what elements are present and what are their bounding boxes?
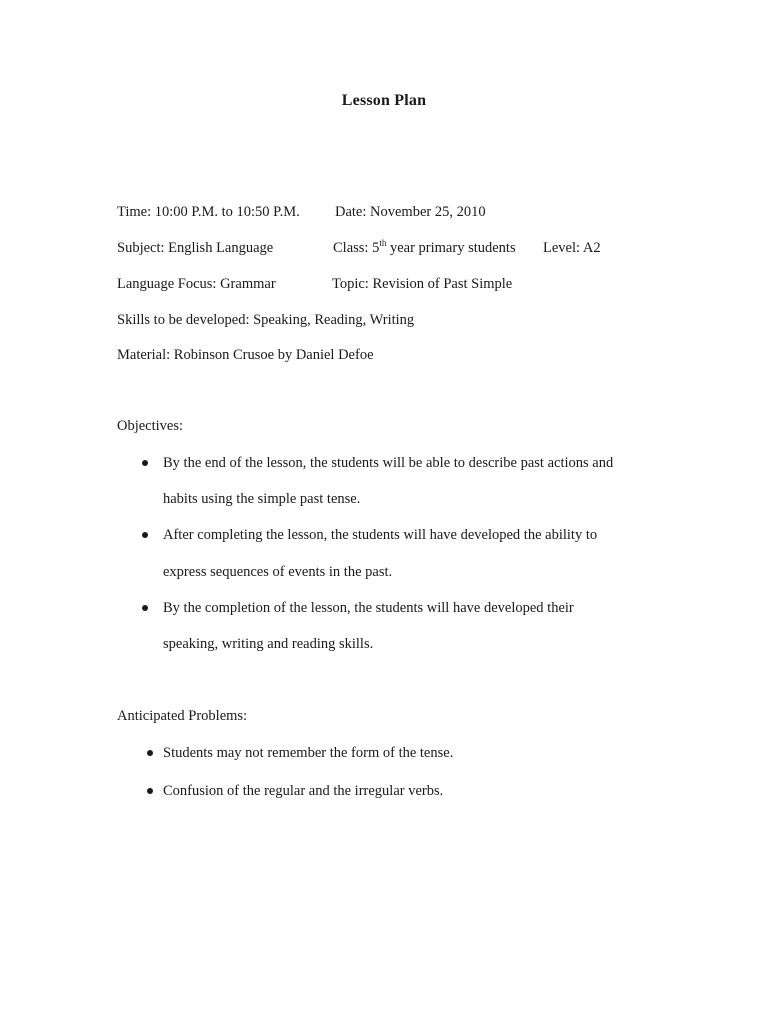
list-item-line: By the end of the lesson, the students will be able to describe past actions and <box>163 455 614 471</box>
objectives-heading: Objectives: <box>117 418 184 434</box>
page-title: Lesson Plan <box>341 92 427 109</box>
bullet-icon <box>142 605 148 611</box>
list-item-line: speaking, writing and reading skills. <box>163 636 374 652</box>
topic-field: Topic: Revision of Past Simple <box>332 276 513 292</box>
bullet-icon <box>142 532 148 538</box>
language-focus-field: Language Focus: Grammar <box>117 276 276 292</box>
bullet-icon <box>147 750 153 756</box>
class-suffix: year primary students <box>386 240 516 256</box>
material-field: Material: Robinson Crusoe by Daniel Defoe <box>117 347 374 363</box>
class-superscript: th <box>379 238 387 248</box>
level-field: Level: A2 <box>543 240 601 256</box>
time-field: Time: 10:00 P.M. to 10:50 P.M. <box>117 204 300 220</box>
class-field <box>333 238 516 258</box>
date-field: Date: November 25, 2010 <box>335 204 486 220</box>
list-item-line: After completing the lesson, the students will have developed the ability to <box>163 527 598 543</box>
list-item-line: Confusion of the regular and the irregular verbs. <box>163 783 444 799</box>
skills-field: Skills to be developed: Speaking, Reading, Writing <box>117 312 415 328</box>
subject-field: Subject: English Language <box>117 240 274 256</box>
anticipated-problems-heading: Anticipated Problems: <box>117 708 248 724</box>
class-prefix: Class: 5 <box>333 240 380 256</box>
bullet-icon <box>147 788 153 794</box>
list-item-line: express sequences of events in the past. <box>163 564 393 580</box>
bullet-icon <box>142 460 148 466</box>
list-item-line: Students may not remember the form of the tense. <box>163 745 454 761</box>
list-item-line: habits using the simple past tense. <box>163 491 361 507</box>
list-item-line: By the completion of the lesson, the students will have developed their <box>163 600 574 616</box>
